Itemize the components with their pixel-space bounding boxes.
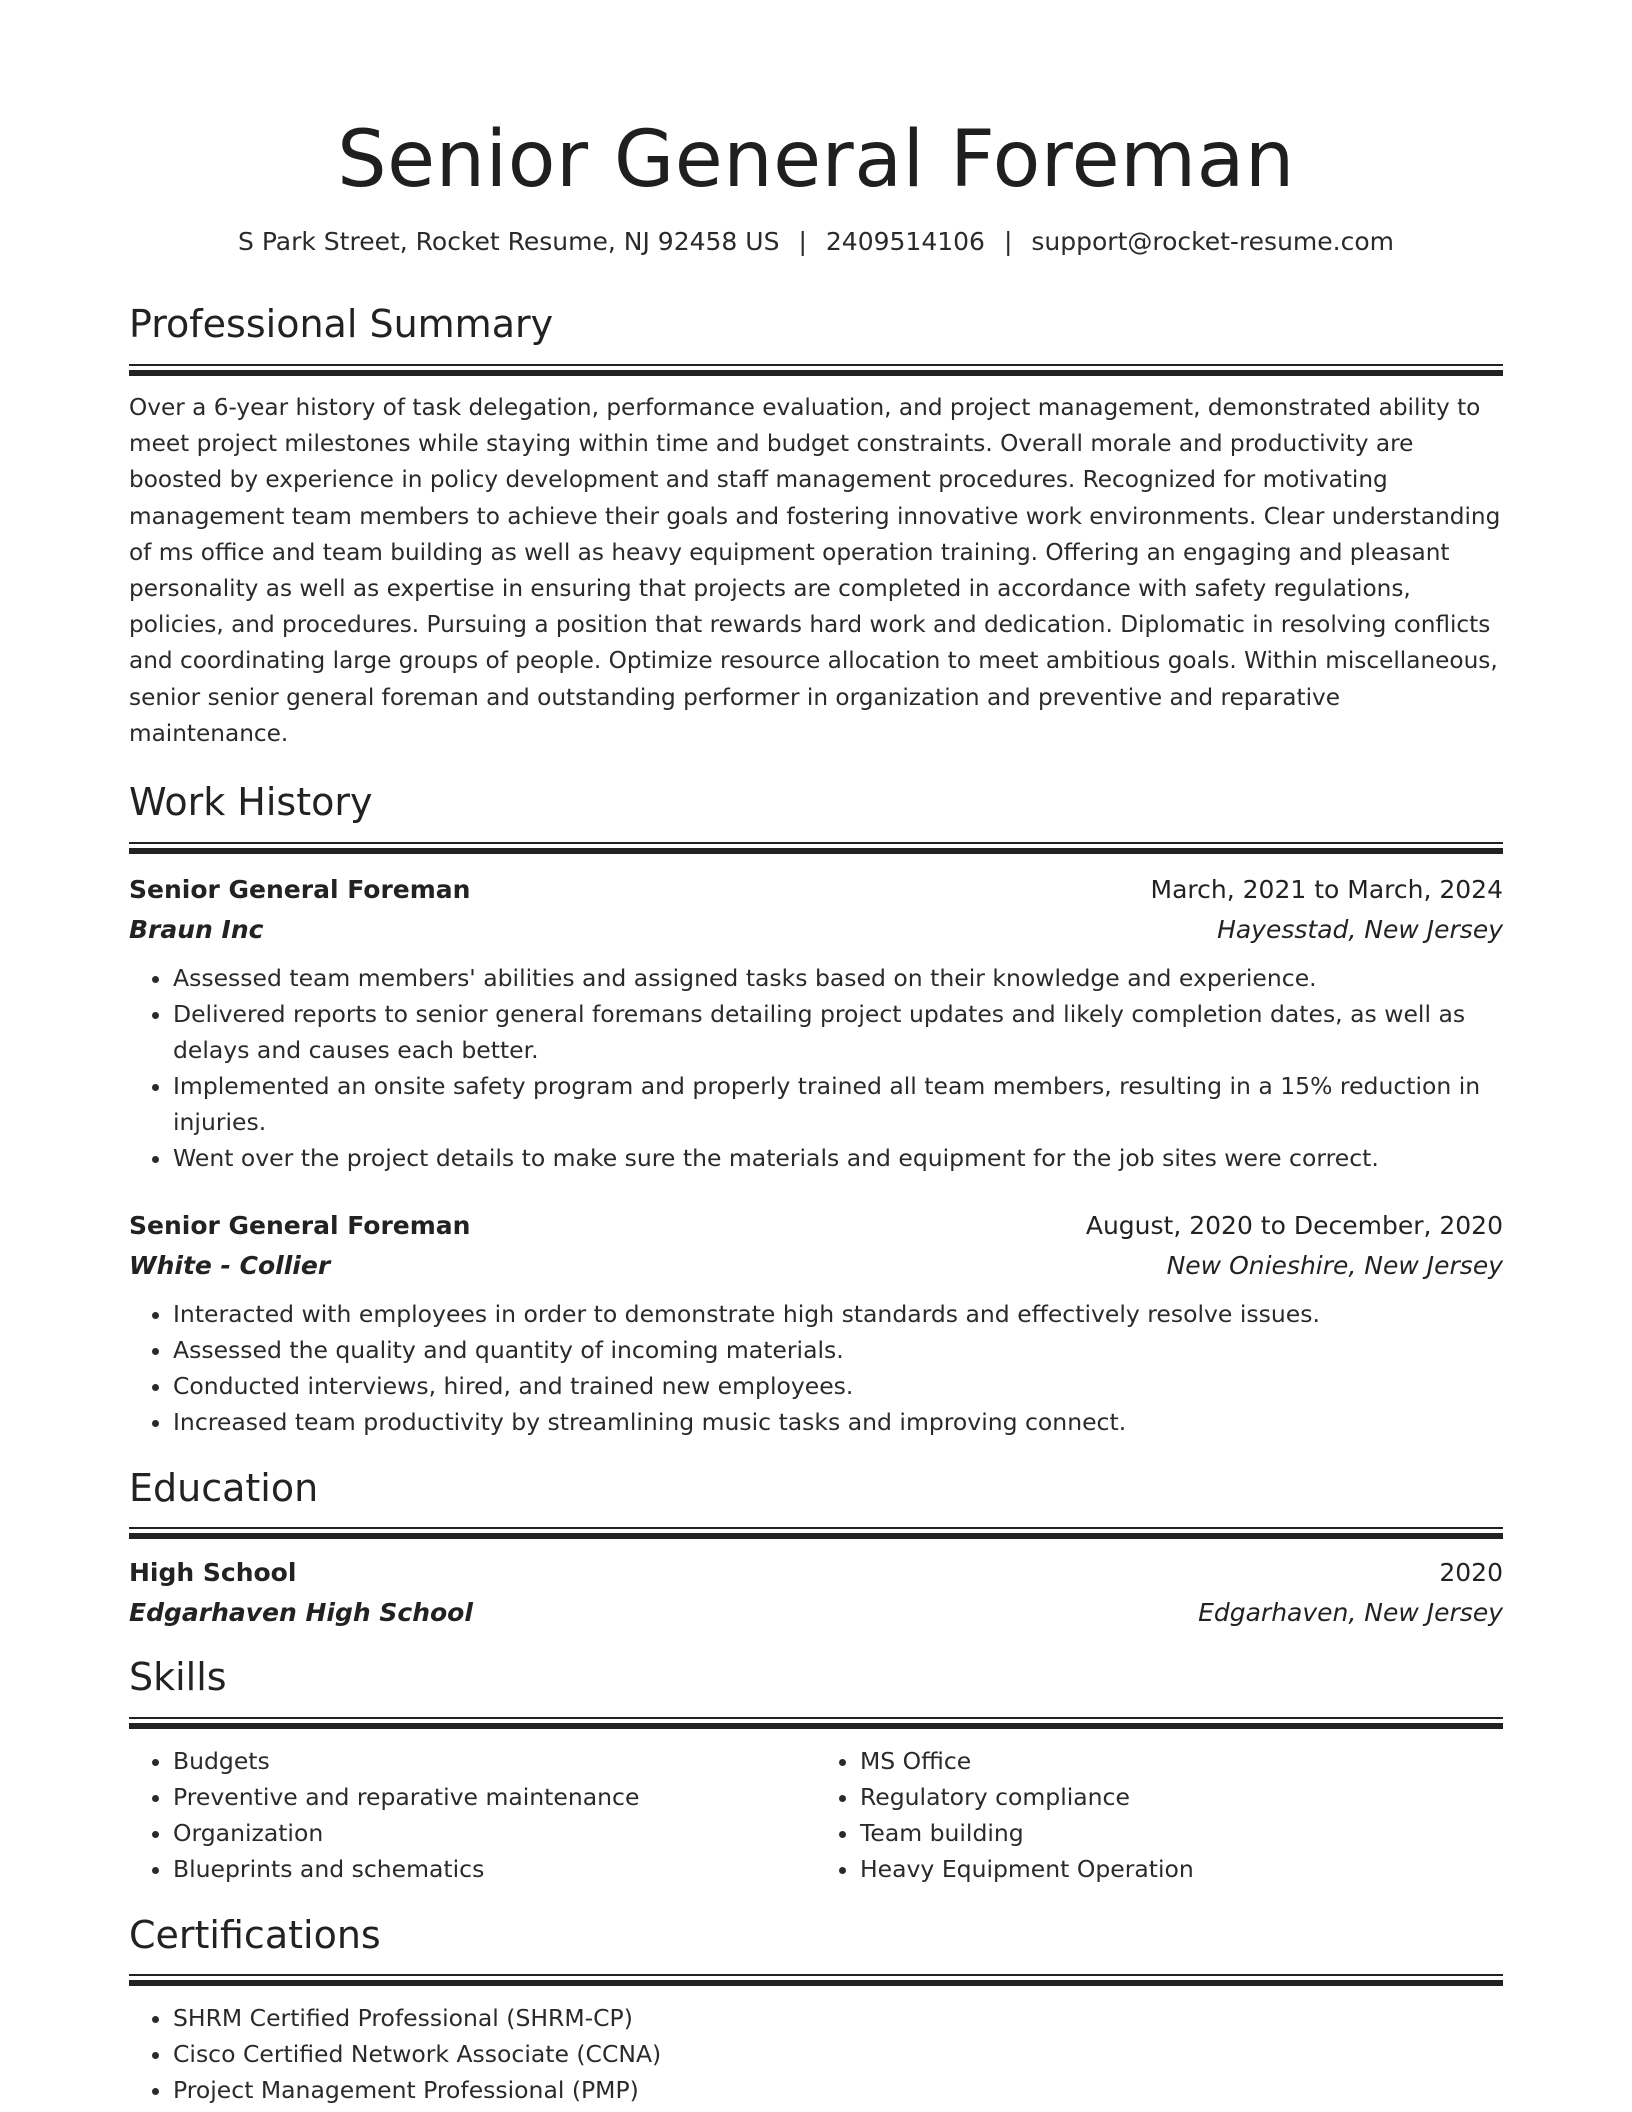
- job-location: New Onieshire, New Jersey: [1166, 1250, 1503, 1280]
- contact-phone: 2409514106: [825, 226, 985, 256]
- section-divider: [129, 842, 1503, 854]
- list-item: • Project Management Professional (PMP): [173, 2072, 1503, 2108]
- skills-list-left: [129, 1743, 816, 1887]
- list-item: • Implemented an onsite safety program and properly trained all team members, resulting in a 15% reduction in injuries.: [173, 1068, 1503, 1140]
- list-item: • Interacted with employees in order to demonstrate high standards and effectively resolve issues.: [173, 1296, 1503, 1332]
- list-item: • Assessed the quality and quantity of incoming materials.: [173, 1332, 1503, 1368]
- contact-separator: |: [1003, 226, 1013, 256]
- list-item: • Regulatory compliance: [860, 1779, 1503, 1815]
- section-divider: [129, 364, 1503, 376]
- section-title-skills: Skills: [129, 1655, 227, 1700]
- list-item: • Team building: [860, 1815, 1503, 1851]
- education-school-row: [129, 1593, 1503, 1633]
- work-history-section: [129, 780, 1503, 1440]
- section-divider: [129, 1974, 1503, 1986]
- job-dates: March, 2021 to March, 2024: [1150, 874, 1503, 904]
- list-item: • Preventive and reparative maintenance: [173, 1779, 816, 1815]
- section-title-summary: Professional Summary: [129, 302, 554, 347]
- job-header-row: [129, 870, 1503, 910]
- summary-text: Over a 6-year history of task delegation, performance evaluation, and project management, demonstrated ability to meet project milestones while staying within time and budget constraints. Overall morale and productivity are boosted by experience in policy development and staff management procedures. Recognized for motivating management team members to achieve their goals and fostering innovative work environments. Clear understanding of ms office and team building as well as heavy equipment operation training. Offering an engaging and pleasant personality as well as expertise in ensuring that projects are completed in accordance with safety regulations, policies, and procedures. Pursuing a position that rewards hard work and dedication. Diplomatic in resolving conflicts and coordinating large groups of people. Optimize resource allocation to meet ambitious goals. Within miscellaneous, senior senior general foreman and outstanding performer in organization and preventive and reparative maintenance.: [129, 393, 1501, 747]
- job-company-row: [129, 910, 1503, 950]
- job-dates: August, 2020 to December, 2020: [1085, 1210, 1503, 1240]
- contact-line: [129, 226, 1503, 259]
- list-item: • Went over the project details to make sure the materials and equipment for the job sites were correct.: [173, 1140, 1503, 1176]
- list-item: • Increased team productivity by streamlining music tasks and improving connect.: [173, 1404, 1503, 1440]
- education-location: Edgarhaven, New Jersey: [1198, 1598, 1503, 1628]
- job-company: Braun Inc: [129, 914, 264, 944]
- education-section: [129, 1466, 1503, 1634]
- job-entry: [129, 1206, 1503, 1440]
- list-item: • Blueprints and schematics: [173, 1851, 816, 1887]
- job-title: Senior General Foreman: [129, 1210, 471, 1240]
- section-divider: [129, 1717, 1503, 1729]
- contact-email: support@rocket-resume.com: [1031, 226, 1394, 256]
- education-header-row: [129, 1553, 1503, 1593]
- certifications-section: [129, 1913, 1503, 2109]
- list-item: • Delivered reports to senior general foremans detailing project updates and likely completion dates, as well as delays and causes each better.: [173, 996, 1503, 1068]
- skills-section: [129, 1655, 1503, 1887]
- list-item: • MS Office: [860, 1743, 1503, 1779]
- list-item: • Assessed team members' abilities and assigned tasks based on their knowledge and experience.: [173, 960, 1503, 996]
- section-title-work-history: Work History: [129, 779, 373, 824]
- contact-separator: |: [798, 226, 807, 256]
- skills-list-right: [816, 1743, 1503, 1887]
- education-school: Edgarhaven High School: [129, 1598, 473, 1628]
- job-bullets: [129, 1296, 1503, 1440]
- job-entry: [129, 870, 1503, 1176]
- section-divider: [129, 1527, 1503, 1539]
- section-title-certifications: Certifications: [129, 1912, 381, 1957]
- list-item: • Budgets: [173, 1743, 816, 1779]
- job-company-row: [129, 1246, 1503, 1286]
- job-company: White - Collier: [129, 1250, 331, 1280]
- list-item: • Heavy Equipment Operation: [860, 1851, 1503, 1887]
- job-bullets: [129, 960, 1503, 1176]
- job-title: Senior General Foreman: [129, 874, 471, 904]
- education-year: 2020: [1439, 1558, 1503, 1588]
- certifications-list: [129, 2000, 1503, 2108]
- education-entry: [129, 1553, 1503, 1633]
- list-item: • Organization: [173, 1815, 816, 1851]
- section-title-education: Education: [129, 1465, 319, 1510]
- list-item: • SHRM Certified Professional (SHRM-CP): [173, 2000, 1503, 2036]
- resume-name: Senior General Foreman: [337, 115, 1295, 205]
- list-item: • Conducted interviews, hired, and trained new employees.: [173, 1368, 1503, 1404]
- job-header-row: [129, 1206, 1503, 1246]
- job-location: Hayesstad, New Jersey: [1217, 914, 1503, 944]
- list-item: • Cisco Certified Network Associate (CCNA): [173, 2036, 1503, 2072]
- contact-address: S Park Street, Rocket Resume, NJ 92458 US: [238, 226, 780, 256]
- skills-columns: [129, 1743, 1503, 1887]
- education-degree: High School: [129, 1558, 297, 1588]
- summary-section: [129, 302, 1503, 752]
